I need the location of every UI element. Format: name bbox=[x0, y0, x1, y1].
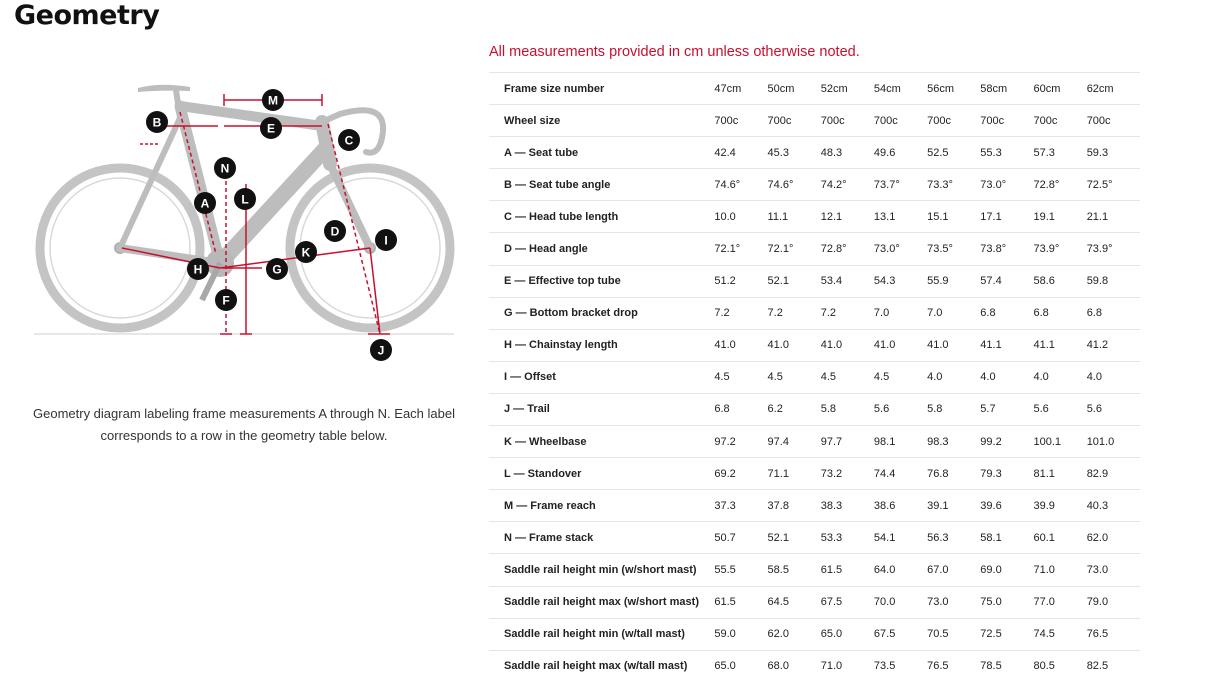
table-cell: 52cm bbox=[821, 73, 874, 105]
table-cell: 59.0 bbox=[714, 618, 767, 650]
table-cell: 101.0 bbox=[1087, 426, 1140, 458]
geometry-diagram bbox=[30, 78, 460, 368]
table-row bbox=[489, 361, 1140, 393]
table-cell: 55.5 bbox=[714, 554, 767, 586]
row-label: B — Seat tube angle bbox=[489, 169, 714, 201]
row-label: E — Effective top tube bbox=[489, 265, 714, 297]
table-cell: 6.8 bbox=[980, 297, 1033, 329]
table-row bbox=[489, 169, 1140, 201]
table-cell: 4.5 bbox=[714, 361, 767, 393]
row-label: K — Wheelbase bbox=[489, 426, 714, 458]
table-cell: 15.1 bbox=[927, 201, 980, 233]
table-cell: 59.3 bbox=[1087, 137, 1140, 169]
row-label: N — Frame stack bbox=[489, 522, 714, 554]
table-cell: 73.5° bbox=[927, 233, 980, 265]
table-cell: 41.0 bbox=[927, 329, 980, 361]
table-cell: 73.3° bbox=[927, 169, 980, 201]
table-cell: 54.1 bbox=[874, 522, 927, 554]
table-cell: 7.0 bbox=[927, 297, 980, 329]
table-cell: 67.5 bbox=[874, 618, 927, 650]
table-cell: 70.0 bbox=[874, 586, 927, 618]
table-cell: 4.0 bbox=[980, 361, 1033, 393]
diagram-caption: Geometry diagram labeling frame measurements A through N. Each label corresponds to a row in the geometry table below. bbox=[33, 406, 455, 443]
table-cell: 73.0° bbox=[980, 169, 1033, 201]
table-row bbox=[489, 297, 1140, 329]
table-cell: 41.0 bbox=[874, 329, 927, 361]
table-cell: 58cm bbox=[980, 73, 1033, 105]
row-label: L — Standover bbox=[489, 458, 714, 490]
table-cell: 57.4 bbox=[980, 265, 1033, 297]
table-cell: 39.1 bbox=[927, 490, 980, 522]
table-cell: 41.0 bbox=[768, 329, 821, 361]
table-cell: 57.3 bbox=[1033, 137, 1086, 169]
table-cell: 4.5 bbox=[821, 361, 874, 393]
marker-f bbox=[215, 289, 237, 311]
svg-text:C: C bbox=[344, 133, 354, 148]
table-cell: 62.0 bbox=[1087, 522, 1140, 554]
table-row bbox=[489, 265, 1140, 297]
table-cell: 41.2 bbox=[1087, 329, 1140, 361]
table-cell: 37.8 bbox=[768, 490, 821, 522]
svg-text:A: A bbox=[200, 196, 210, 211]
table-cell: 55.9 bbox=[927, 265, 980, 297]
table-cell: 41.0 bbox=[821, 329, 874, 361]
marker-j bbox=[370, 339, 392, 361]
table-cell: 52.1 bbox=[768, 265, 821, 297]
table-cell: 11.1 bbox=[768, 201, 821, 233]
table-row bbox=[489, 522, 1140, 554]
table-cell: 64.0 bbox=[874, 554, 927, 586]
table-cell: 67.0 bbox=[927, 554, 980, 586]
table-cell: 7.2 bbox=[768, 297, 821, 329]
table-cell: 73.8° bbox=[980, 233, 1033, 265]
page-title: Geometry bbox=[14, 0, 160, 31]
table-row bbox=[489, 201, 1140, 233]
row-label: H — Chainstay length bbox=[489, 329, 714, 361]
svg-text:N: N bbox=[220, 161, 230, 176]
table-cell: 700c bbox=[1033, 105, 1086, 137]
table-cell: 54.3 bbox=[874, 265, 927, 297]
table-cell: 79.0 bbox=[1087, 586, 1140, 618]
table-cell: 42.4 bbox=[714, 137, 767, 169]
svg-text:G: G bbox=[272, 262, 282, 277]
table-cell: 47cm bbox=[714, 73, 767, 105]
table-cell: 100.1 bbox=[1033, 426, 1086, 458]
table-cell: 74.5 bbox=[1033, 618, 1086, 650]
table-cell: 97.2 bbox=[714, 426, 767, 458]
marker-d bbox=[324, 220, 346, 242]
table-cell: 700c bbox=[1087, 105, 1140, 137]
table-cell: 76.5 bbox=[1087, 618, 1140, 650]
table-cell: 5.8 bbox=[927, 393, 980, 425]
table-cell: 71.0 bbox=[1033, 554, 1086, 586]
row-label: J — Trail bbox=[489, 393, 714, 425]
row-label: M — Frame reach bbox=[489, 490, 714, 522]
table-cell: 39.6 bbox=[980, 490, 1033, 522]
table-cell: 74.6° bbox=[768, 169, 821, 201]
table-cell: 41.1 bbox=[980, 329, 1033, 361]
table-cell: 98.3 bbox=[927, 426, 980, 458]
table-cell: 4.5 bbox=[768, 361, 821, 393]
marker-m bbox=[262, 89, 284, 111]
marker-e bbox=[260, 117, 282, 139]
table-cell: 7.2 bbox=[821, 297, 874, 329]
table-cell: 73.9° bbox=[1033, 233, 1086, 265]
marker-i bbox=[375, 229, 397, 251]
svg-text:F: F bbox=[222, 293, 230, 308]
table-cell: 7.0 bbox=[874, 297, 927, 329]
svg-text:D: D bbox=[330, 224, 340, 239]
geometry-table bbox=[489, 72, 1140, 682]
table-row bbox=[489, 73, 1140, 105]
table-cell: 50cm bbox=[768, 73, 821, 105]
table-cell: 69.2 bbox=[714, 458, 767, 490]
table-cell: 77.0 bbox=[1033, 586, 1086, 618]
table-cell: 4.0 bbox=[927, 361, 980, 393]
measurement-note: All measurements provided in cm unless otherwise noted. bbox=[489, 44, 860, 60]
table-cell: 74.2° bbox=[821, 169, 874, 201]
table-cell: 700c bbox=[821, 105, 874, 137]
table-cell: 70.5 bbox=[927, 618, 980, 650]
table-cell: 10.0 bbox=[714, 201, 767, 233]
svg-text:L: L bbox=[241, 192, 249, 207]
table-cell: 73.2 bbox=[821, 458, 874, 490]
table-cell: 4.0 bbox=[1033, 361, 1086, 393]
svg-text:E: E bbox=[266, 121, 276, 136]
table-cell: 55.3 bbox=[980, 137, 1033, 169]
table-cell: 98.1 bbox=[874, 426, 927, 458]
row-label: Wheel size bbox=[489, 105, 714, 137]
table-cell: 5.8 bbox=[821, 393, 874, 425]
marker-g bbox=[266, 258, 288, 280]
table-row bbox=[489, 393, 1140, 425]
row-label: I — Offset bbox=[489, 361, 714, 393]
table-cell: 4.5 bbox=[874, 361, 927, 393]
table-cell: 62.0 bbox=[768, 618, 821, 650]
table-cell: 700c bbox=[980, 105, 1033, 137]
table-cell: 56cm bbox=[927, 73, 980, 105]
table-row bbox=[489, 137, 1140, 169]
table-cell: 5.6 bbox=[874, 393, 927, 425]
table-cell: 60cm bbox=[1033, 73, 1086, 105]
svg-text:J: J bbox=[377, 343, 385, 358]
table-cell: 53.4 bbox=[821, 265, 874, 297]
table-cell: 49.6 bbox=[874, 137, 927, 169]
row-label: Saddle rail height max (w/tall mast) bbox=[489, 650, 714, 682]
marker-n bbox=[214, 157, 236, 179]
table-cell: 73.0 bbox=[927, 586, 980, 618]
table-cell: 700c bbox=[927, 105, 980, 137]
marker-a bbox=[194, 192, 216, 214]
table-cell: 5.6 bbox=[1033, 393, 1086, 425]
table-cell: 60.1 bbox=[1033, 522, 1086, 554]
table-cell: 71.0 bbox=[821, 650, 874, 682]
marker-l bbox=[234, 188, 256, 210]
table-cell: 56.3 bbox=[927, 522, 980, 554]
table-cell: 13.1 bbox=[874, 201, 927, 233]
table-cell: 38.3 bbox=[821, 490, 874, 522]
table-cell: 6.2 bbox=[768, 393, 821, 425]
table-cell: 52.1 bbox=[768, 522, 821, 554]
svg-text:B: B bbox=[152, 115, 162, 130]
table-cell: 52.5 bbox=[927, 137, 980, 169]
table-cell: 74.4 bbox=[874, 458, 927, 490]
table-cell: 700c bbox=[874, 105, 927, 137]
table-cell: 73.5 bbox=[874, 650, 927, 682]
table-cell: 72.5 bbox=[980, 618, 1033, 650]
table-row bbox=[489, 650, 1140, 682]
table-cell: 81.1 bbox=[1033, 458, 1086, 490]
marker-c bbox=[338, 129, 360, 151]
table-cell: 53.3 bbox=[821, 522, 874, 554]
bike-diagram bbox=[30, 78, 460, 368]
table-cell: 6.8 bbox=[1033, 297, 1086, 329]
table-cell: 97.7 bbox=[821, 426, 874, 458]
svg-text:K: K bbox=[301, 245, 311, 260]
table-row bbox=[489, 233, 1140, 265]
row-label: A — Seat tube bbox=[489, 137, 714, 169]
row-label: Saddle rail height min (w/short mast) bbox=[489, 554, 714, 586]
table-cell: 82.9 bbox=[1087, 458, 1140, 490]
table-cell: 78.5 bbox=[980, 650, 1033, 682]
row-label: Frame size number bbox=[489, 73, 714, 105]
table-cell: 79.3 bbox=[980, 458, 1033, 490]
table-cell: 61.5 bbox=[714, 586, 767, 618]
table-cell: 68.0 bbox=[768, 650, 821, 682]
table-cell: 74.6° bbox=[714, 169, 767, 201]
table-cell: 6.8 bbox=[714, 393, 767, 425]
table-cell: 58.6 bbox=[1033, 265, 1086, 297]
table-cell: 72.8° bbox=[821, 233, 874, 265]
table-cell: 65.0 bbox=[714, 650, 767, 682]
table-cell: 67.5 bbox=[821, 586, 874, 618]
marker-h bbox=[187, 258, 209, 280]
table-cell: 37.3 bbox=[714, 490, 767, 522]
table-cell: 39.9 bbox=[1033, 490, 1086, 522]
table-cell: 50.7 bbox=[714, 522, 767, 554]
table-cell: 82.5 bbox=[1087, 650, 1140, 682]
table-cell: 72.1° bbox=[768, 233, 821, 265]
table-cell: 58.5 bbox=[768, 554, 821, 586]
table-cell: 700c bbox=[714, 105, 767, 137]
table-cell: 40.3 bbox=[1087, 490, 1140, 522]
table-cell: 54cm bbox=[874, 73, 927, 105]
table-cell: 69.0 bbox=[980, 554, 1033, 586]
row-label: C — Head tube length bbox=[489, 201, 714, 233]
svg-text:I: I bbox=[384, 233, 388, 248]
table-cell: 6.8 bbox=[1087, 297, 1140, 329]
marker-b bbox=[146, 111, 168, 133]
table-cell: 5.7 bbox=[980, 393, 1033, 425]
table-cell: 4.0 bbox=[1087, 361, 1140, 393]
table-cell: 73.0° bbox=[874, 233, 927, 265]
row-label: D — Head angle bbox=[489, 233, 714, 265]
table-cell: 80.5 bbox=[1033, 650, 1086, 682]
table-cell: 41.0 bbox=[714, 329, 767, 361]
table-cell: 99.2 bbox=[980, 426, 1033, 458]
row-label: G — Bottom bracket drop bbox=[489, 297, 714, 329]
table-cell: 65.0 bbox=[821, 618, 874, 650]
table-cell: 21.1 bbox=[1087, 201, 1140, 233]
saddle bbox=[138, 85, 190, 92]
table-cell: 72.8° bbox=[1033, 169, 1086, 201]
table-row bbox=[489, 329, 1140, 361]
table-cell: 19.1 bbox=[1033, 201, 1086, 233]
table-cell: 700c bbox=[768, 105, 821, 137]
table-cell: 61.5 bbox=[821, 554, 874, 586]
table-cell: 73.7° bbox=[874, 169, 927, 201]
table-cell: 73.9° bbox=[1087, 233, 1140, 265]
svg-text:H: H bbox=[193, 262, 203, 277]
table-cell: 72.5° bbox=[1087, 169, 1140, 201]
svg-text:M: M bbox=[268, 93, 278, 108]
table-row bbox=[489, 586, 1140, 618]
table-cell: 51.2 bbox=[714, 265, 767, 297]
table-cell: 97.4 bbox=[768, 426, 821, 458]
table-cell: 76.5 bbox=[927, 650, 980, 682]
table-cell: 64.5 bbox=[768, 586, 821, 618]
table-cell: 38.6 bbox=[874, 490, 927, 522]
table-row bbox=[489, 618, 1140, 650]
table-cell: 59.8 bbox=[1087, 265, 1140, 297]
table-cell: 45.3 bbox=[768, 137, 821, 169]
table-cell: 58.1 bbox=[980, 522, 1033, 554]
table-cell: 12.1 bbox=[821, 201, 874, 233]
table-cell: 75.0 bbox=[980, 586, 1033, 618]
table-cell: 48.3 bbox=[821, 137, 874, 169]
table-row bbox=[489, 490, 1140, 522]
table-cell: 41.1 bbox=[1033, 329, 1086, 361]
table-cell: 76.8 bbox=[927, 458, 980, 490]
table-row bbox=[489, 458, 1140, 490]
table-cell: 5.6 bbox=[1087, 393, 1140, 425]
row-label: Saddle rail height max (w/short mast) bbox=[489, 586, 714, 618]
table-cell: 62cm bbox=[1087, 73, 1140, 105]
row-label: Saddle rail height min (w/tall mast) bbox=[489, 618, 714, 650]
table-cell: 73.0 bbox=[1087, 554, 1140, 586]
table-cell: 7.2 bbox=[714, 297, 767, 329]
table-row bbox=[489, 426, 1140, 458]
marker-k bbox=[295, 241, 317, 263]
table-cell: 71.1 bbox=[768, 458, 821, 490]
table-row bbox=[489, 105, 1140, 137]
table-cell: 17.1 bbox=[980, 201, 1033, 233]
table-row bbox=[489, 554, 1140, 586]
table-cell: 72.1° bbox=[714, 233, 767, 265]
